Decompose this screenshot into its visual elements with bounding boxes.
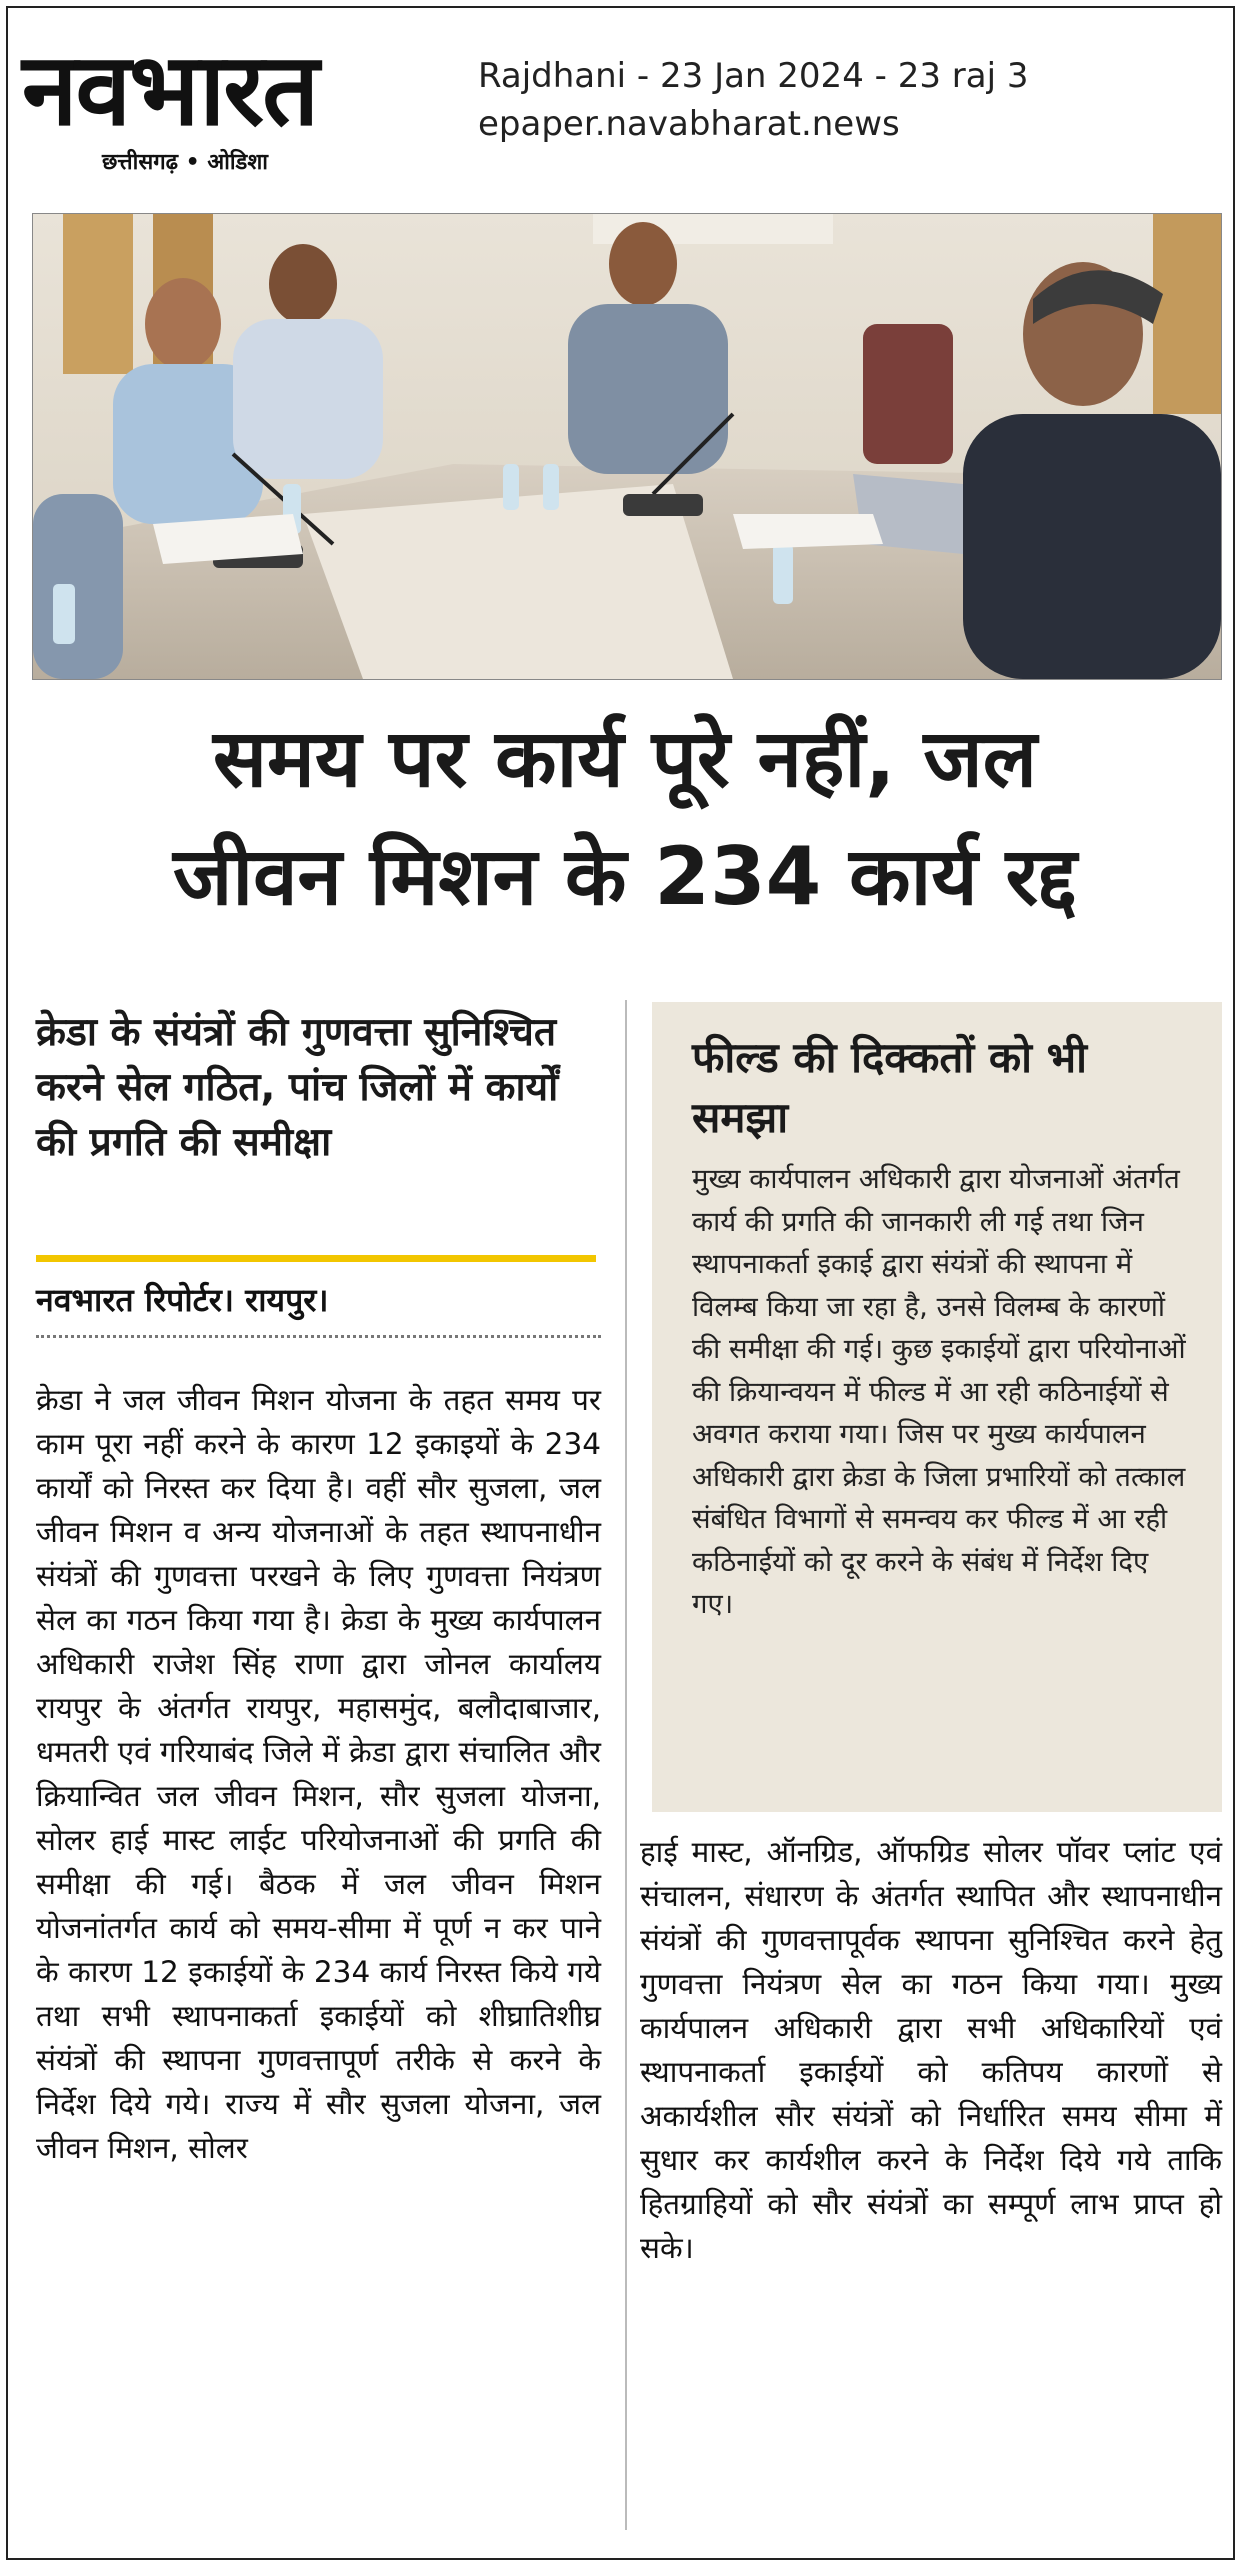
accent-rule xyxy=(36,1255,596,1262)
edition-line: Rajdhani - 23 Jan 2024 - 23 raj 3 xyxy=(478,56,1029,96)
article-body-left: क्रेडा ने जल जीवन मिशन योजना के तहत समय पर काम पूरा नहीं करने के कारण 12 इकाइयों के 234 कार्यों को निरस्त कर दिया है। वहीं सौर सुजला, जल जीवन मिशन व अन्य योजनाओं के तहत स्थापनाधीन संयंत्रों की गुणवत्ता परखने के लिए गुणवत्ता नियंत्रण सेल का गठन किया गया है। क्रेडा के मुख्य कार्यपालन अधिकारी राजेश सिंह राणा द्वारा जोनल कार्यालय रायपुर के अंतर्गत रायपुर, महासमुंद, बलौदाबाजार, धमतरी एवं गरियाबंद जिले में क्रेडा द्वारा संचालित और क्रियान्वित जल जीवन मिशन, सौर सुजला योजना, सोलर हाई मास्ट लाईट परियोजनाओं की प्रगति की समीक्षा की गई। बैठक में जल जीवन मिशन योजनांतर्गत कार्य को समय-सीमा में पूर्ण न कर पाने के कारण 12 इकाईयों के 234 कार्य निरस्त किये गये तथा सभी स्थापनाकर्ता इकाईयों को शीघ्रातिशीघ्र संयंत्रों की स्थापना गुणवत्तापूर्ण तरीके से करने के निर्देश दिये गये। राज्य में सौर सुजला योजना, जल जीवन मिशन, सोलर xyxy=(36,1383,601,2165)
sidebar-box xyxy=(652,1002,1222,1812)
subheadline: क्रेडा के संयंत्रों की गुणवत्ता सुनिश्चित करने सेल गठित, पांच जिलों में कार्यों की प्रगति की समीक्षा xyxy=(36,1010,559,1165)
masthead xyxy=(22,31,442,180)
headline xyxy=(30,700,1220,936)
edition-regions: छत्तीसगढ़ • ओडिशा xyxy=(102,150,268,175)
byline: नवभारत रिपोर्टर। रायपुर। xyxy=(36,1281,329,1319)
sidebar-box-title: फील्ड की दिक्कतों को भी समझा xyxy=(692,1033,1088,1142)
article-body-right: हाई मास्ट, ऑनग्रिड, ऑफग्रिड सोलर पॉवर प्लांट एवं संचालन, संधारण के अंतर्गत स्थापित और स्थापनाधीन संयंत्रों की गुणवत्तापूर्वक स्थापना सुनिश्चित करने हेतु गुणवत्ता नियंत्रण सेल का गठन किया गया। मुख्य कार्यपालन अधिकारी द्वारा सभी अधिकारियों एवं स्थापनाकर्ता इकाईयों को कतिपय कारणों से अकार्यशील सौर संयंत्रों को निर्धारित समय सीमा में सुधार कर कार्यशील करने के निर्देश दिये गये ताकि हितग्राहियों को सौर संयंत्रों का सम्पूर्ण लाभ प्राप्त हो सके। xyxy=(640,1835,1222,2265)
edition-info xyxy=(478,52,1028,148)
newspaper-logo: नवभारत xyxy=(22,31,318,148)
headline-line-2: जीवन मिशन के 234 कार्य रद्द xyxy=(172,830,1077,923)
website: epaper.navabharat.news xyxy=(478,104,900,144)
column-divider xyxy=(625,1000,627,2530)
sidebar-box-body: मुख्य कार्यपालन अधिकारी द्वारा योजनाओं अंतर्गत कार्य की प्रगति की जानकारी ली गई तथा जिन स्थापनाकर्ता इकाई द्वारा संयंत्रों की स्थापना में विलम्ब किया जा रहा है, उनसे विलम्ब के कारणों की समीक्षा की गई। कुछ इकाईयों द्वारा परियोनाओं की क्रियान्वयन में फील्ड में आ रही कठिनाईयों से अवगत कराया गया। जिस पर मुख्य कार्यपालन अधिकारी द्वारा क्रेडा के जिला प्रभारियों को तत्काल संबंधित विभागों से समन्वय कर फील्ड में आ रही कठिनाईयों को दूर करने के संबंध में निर्देश दिए गए। xyxy=(692,1163,1186,1620)
meeting-photo xyxy=(32,213,1222,680)
headline-line-1: समय पर कार्य पूरे नहीं, जल xyxy=(212,712,1038,805)
dotted-divider xyxy=(36,1335,601,1338)
